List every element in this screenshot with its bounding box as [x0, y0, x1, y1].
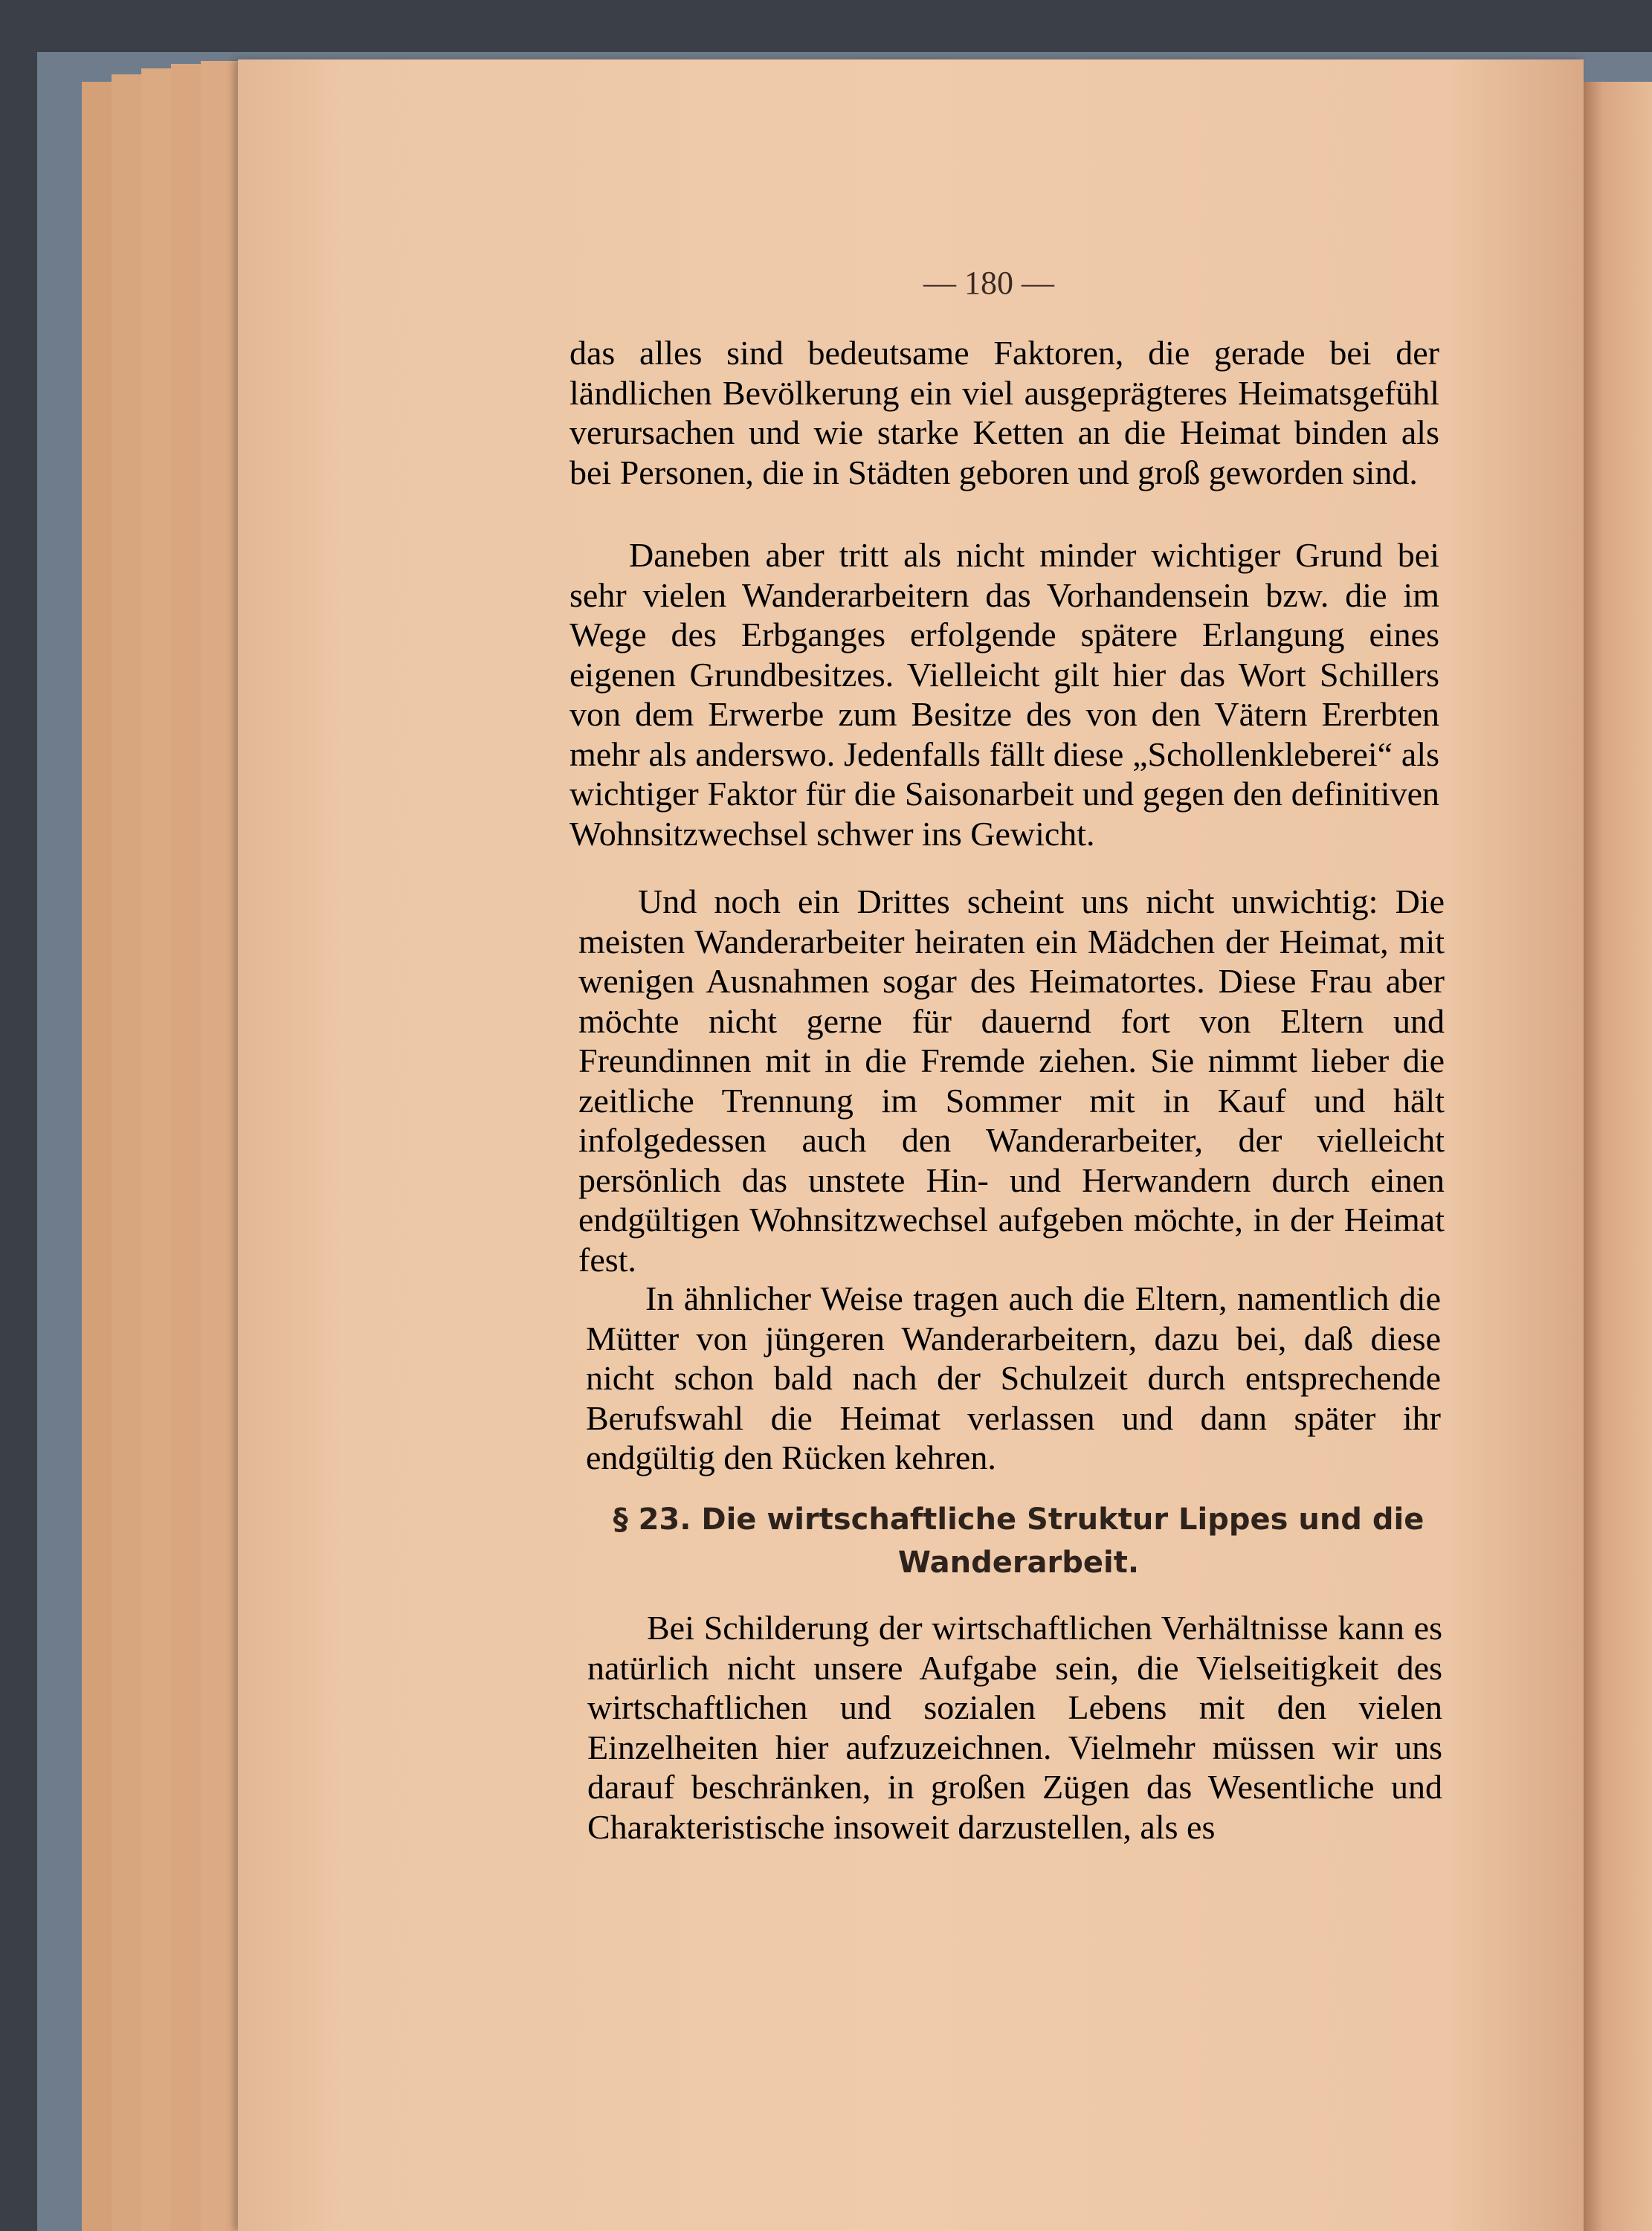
- section-heading-line-2: Wanderarbeit.: [897, 1546, 1140, 1580]
- paragraph-3: [578, 882, 1445, 1279]
- paragraph-1: [570, 333, 1439, 492]
- section-heading-line-1: § 23. Die wirtschaftliche Struktur Lippes und die: [613, 1502, 1424, 1537]
- page-number: — 180 —: [923, 265, 1054, 301]
- paragraph-text: Und noch ein Drittes scheint uns nicht unwichtig: Die meisten Wanderarbeiter heiraten ein Mädchen der Heimat, mit wenigen Ausnahmen sogar des Heimatortes. Diese Frau aber möchte nicht gerne für dauernd fort von Eltern und Freundinnen mit in die Fremde ziehen. Sie nimmt lieber die zeitliche Trennung im Sommer mit in Kauf und hält infolgedessen auch den Wanderarbeiter, der vielleicht persönlich das unstete Hin- und Herwandern durch einen endgültigen Wohnsitzwechsel aufgeben möchte, in der Heimat fest.: [578, 882, 1445, 1279]
- paragraph-text: Daneben aber tritt als nicht minder wichtiger Grund bei sehr vielen Wanderarbeitern das Vorhandensein bzw. die im Wege des Erbganges erfolgende spätere Erlangung eines eigenen Grundbesitzes. Vielleicht gilt hier das Wort Schillers von dem Erwerbe zum Besitze des von den Vätern Ererbten mehr als anderswo. Jedenfalls fällt diese „Schollenkleberei“ als wichtiger Faktor für die Saisonarbeit und gegen den definitiven Wohnsitzwechsel schwer ins Gewicht.: [570, 536, 1439, 853]
- paragraph-text: das alles sind bedeutsame Faktoren, die gerade bei der ländlichen Bevölkerung ein viel ausgeprägteres Heimatsgefühl verursachen und wie starke Ketten an die Heimat binden als bei Personen, die in Städten geboren und groß geworden sind.: [570, 334, 1439, 491]
- paragraph-text: In ähnlicher Weise tragen auch die Eltern, namentlich die Mütter von jüngeren Wanderarbeitern, dazu bei, daß diese nicht schon bald nach der Schulzeit durch entsprechende Berufswahl die Heimat verlassen und dann später ihr endgültig den Rücken kehren.: [586, 1279, 1441, 1476]
- paragraph-2: [570, 535, 1439, 853]
- paragraph-4: [586, 1279, 1441, 1478]
- next-page-sliver: [1576, 82, 1652, 2231]
- section-heading: [610, 1498, 1427, 1584]
- paragraph-text: Bei Schilderung der wirtschaftlichen Verhältnisse kann es natürlich nicht unsere Aufgabe sein, die Vielseitigkeit des wirtschaftlichen und sozialen Lebens mit den vielen Einzelheiten hier aufzuzeichnen. Vielmehr müssen wir uns darauf beschränken, in großen Zügen das Wesentliche und Charakteristische insoweit darzustellen, als es: [587, 1609, 1442, 1846]
- paragraph-5: [587, 1608, 1442, 1847]
